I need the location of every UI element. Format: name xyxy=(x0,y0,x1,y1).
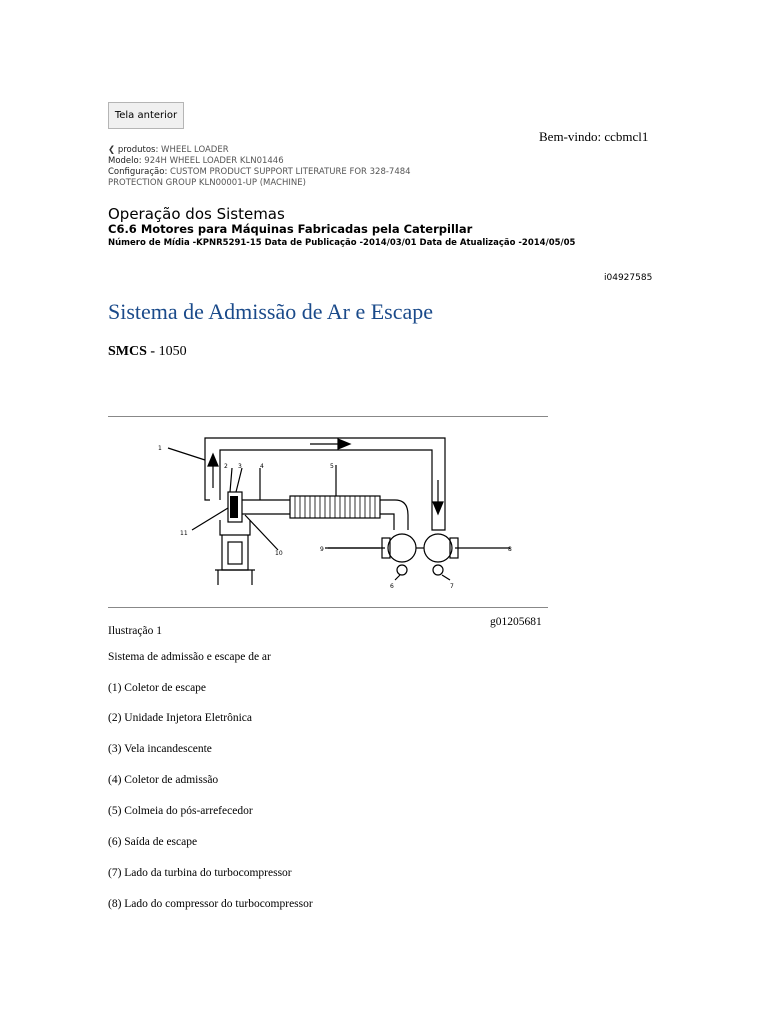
callout-8: 8 xyxy=(508,546,512,553)
legend-item: (6) Saída de escape xyxy=(108,836,198,848)
illustration-label: Ilustração 1 xyxy=(108,625,162,637)
divider-bottom xyxy=(108,607,548,608)
legend-item: (1) Coletor de escape xyxy=(108,682,207,694)
config-key: Configuração: xyxy=(108,167,168,177)
config-value-cont: PROTECTION GROUP KLN00001-UP (MACHINE) xyxy=(108,178,306,188)
products-key: produtos: xyxy=(117,145,159,155)
config-value: CUSTOM PRODUCT SUPPORT LITERATURE FOR 328-7484 xyxy=(170,167,411,177)
back-button[interactable]: Tela anterior xyxy=(108,102,184,129)
smcs-label: SMCS - xyxy=(108,344,156,359)
air-system-diagram xyxy=(150,430,520,595)
callout-9: 9 xyxy=(320,546,324,553)
back-arrow-icon[interactable]: ❮ xyxy=(108,145,116,155)
welcome-text: Bem-vindo: ccbmcl1 xyxy=(539,129,649,144)
smcs-value: 1050 xyxy=(158,344,187,359)
doc-subtitle: C6.6 Motores para Máquinas Fabricadas pela Caterpillar xyxy=(108,222,473,236)
legend-item: (7) Lado da turbina do turbocompressor xyxy=(108,867,292,879)
callout-10: 10 xyxy=(275,550,283,557)
doc-id: i04927585 xyxy=(604,273,653,283)
section-title: Operação dos Sistemas xyxy=(108,205,285,223)
callout-3: 3 xyxy=(238,463,242,470)
callout-2: 2 xyxy=(224,463,228,470)
smcs-code xyxy=(108,344,187,360)
callout-6: 6 xyxy=(390,583,394,590)
illustration-code: g01205681 xyxy=(490,616,542,628)
callout-1: 1 xyxy=(158,445,162,452)
divider-top xyxy=(108,416,548,417)
model-key: Modelo: xyxy=(108,156,142,166)
legend-item: (2) Unidade Injetora Eletrônica xyxy=(108,712,253,724)
callout-5: 5 xyxy=(330,463,334,470)
legend-item: (4) Coletor de admissão xyxy=(108,774,219,786)
model-value: 924H WHEEL LOADER KLN01446 xyxy=(144,156,284,166)
callout-7: 7 xyxy=(450,583,454,590)
callout-11: 11 xyxy=(180,530,188,537)
aftercooler-hatch xyxy=(295,496,375,518)
callout-4: 4 xyxy=(260,463,264,470)
doc-meta: Número de Mídia -KPNR5291-15 Data de Publicação -2014/03/01 Data de Atualização -2014/05/05 xyxy=(108,238,576,248)
breadcrumb xyxy=(108,145,411,189)
legend-item: (8) Lado do compressor do turbocompressor xyxy=(108,898,313,910)
page-title: Sistema de Admissão de Ar e Escape xyxy=(108,299,434,324)
illustration-caption: Sistema de admissão e escape de ar xyxy=(108,651,271,663)
legend-item: (3) Vela incandescente xyxy=(108,743,212,755)
legend-item: (5) Colmeia do pós-arrefecedor xyxy=(108,805,253,817)
products-link[interactable]: WHEEL LOADER xyxy=(161,145,229,155)
